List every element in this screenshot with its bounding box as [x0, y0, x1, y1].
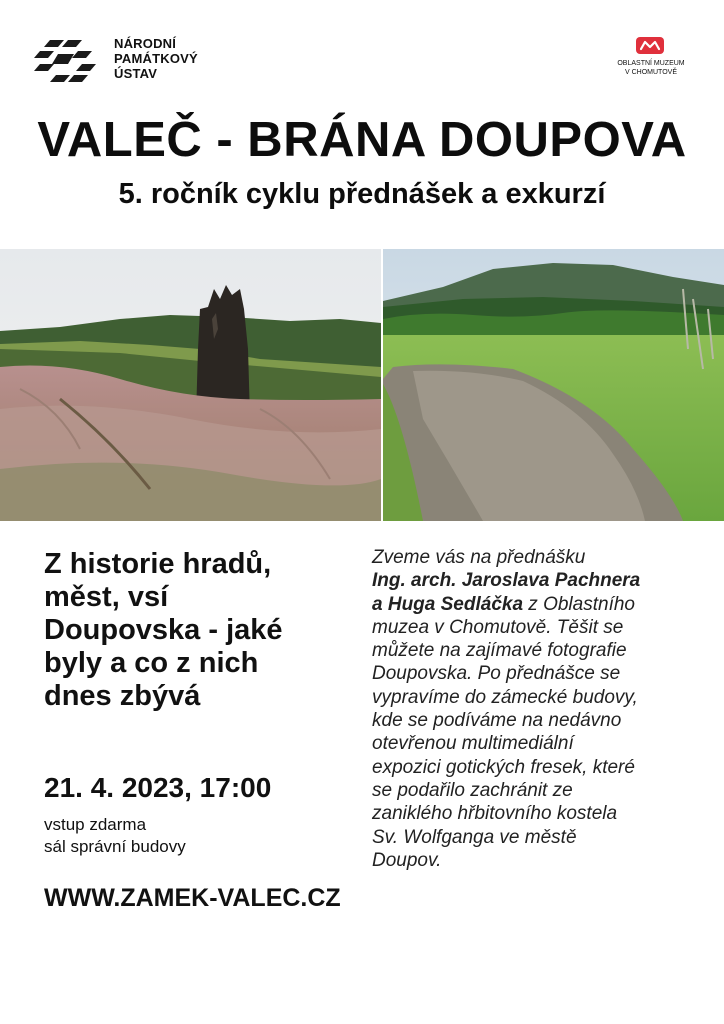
invitation-line: muzea v Chomutově. Těšit se [372, 616, 624, 638]
ruin-landscape-photo [0, 249, 381, 521]
museum-name-line: V CHOMUTOVĚ [625, 69, 677, 76]
speaker-name: a Huga Sedláčka [372, 593, 524, 615]
lecture-title-line: Doupovska - jaké [44, 614, 283, 646]
invitation-line: Zveme vás na přednášku [372, 547, 586, 568]
invitation-line: zaniklého hřbitovního kostela [372, 803, 618, 825]
institute-name [114, 36, 198, 81]
event-datetime: 21. 4. 2023, 17:00 [44, 772, 272, 803]
lecture-title-line: Z historie hradů, [44, 548, 272, 580]
museum-logo-icon [636, 37, 664, 54]
invitation-text [372, 546, 712, 872]
invitation-line: můžete na zajímavé fotografie [372, 640, 627, 662]
institute-name-line: NÁRODNÍ [114, 36, 177, 51]
speaker-name: Ing. arch. Jaroslava Pachnera [372, 570, 641, 592]
museum-name [596, 59, 706, 77]
lecture-title-line: byly a co z nich [44, 647, 259, 679]
admission-note: vstup zdarma [44, 815, 147, 834]
lecture-title-line: měst, vsí [44, 581, 169, 613]
invitation-fragment: z Oblastního [523, 593, 635, 615]
invitation-line: Doupov. [372, 849, 442, 871]
lecture-title-line: dnes zbývá [44, 680, 201, 712]
invitation-line: otevřenou multimediální [372, 733, 574, 755]
field-path-photo [383, 249, 724, 521]
poster-subtitle: 5. ročník cyklu přednášek a exkurzí [118, 178, 606, 210]
invitation-line [372, 569, 712, 592]
invitation-line: kde se podíváme na nedávno [372, 710, 622, 732]
institute-name-line: PAMÁTKOVÝ [114, 51, 198, 66]
website-link[interactable]: WWW.ZAMEK-VALEC.CZ [44, 884, 341, 912]
poster-title: VALEČ - BRÁNA DOUPOVA [37, 113, 687, 167]
venue-note: sál správní budovy [44, 837, 186, 856]
invitation-line: se podařilo zachránit ze [372, 779, 573, 801]
institute-logo-icon [34, 38, 102, 84]
invitation-line: expozici gotických fresek, které [372, 756, 635, 778]
invitation-line: Sv. Wolfganga ve městě [372, 826, 577, 848]
invitation-line: vypravíme do zámecké budovy, [372, 686, 638, 708]
invitation-line: Doupovska. Po přednášce se [372, 663, 621, 685]
museum-name-line: OBLASTNÍ MUZEUM [617, 60, 685, 67]
institute-name-line: ÚSTAV [114, 66, 158, 81]
invitation-line [372, 593, 712, 616]
lecture-title [44, 548, 334, 713]
